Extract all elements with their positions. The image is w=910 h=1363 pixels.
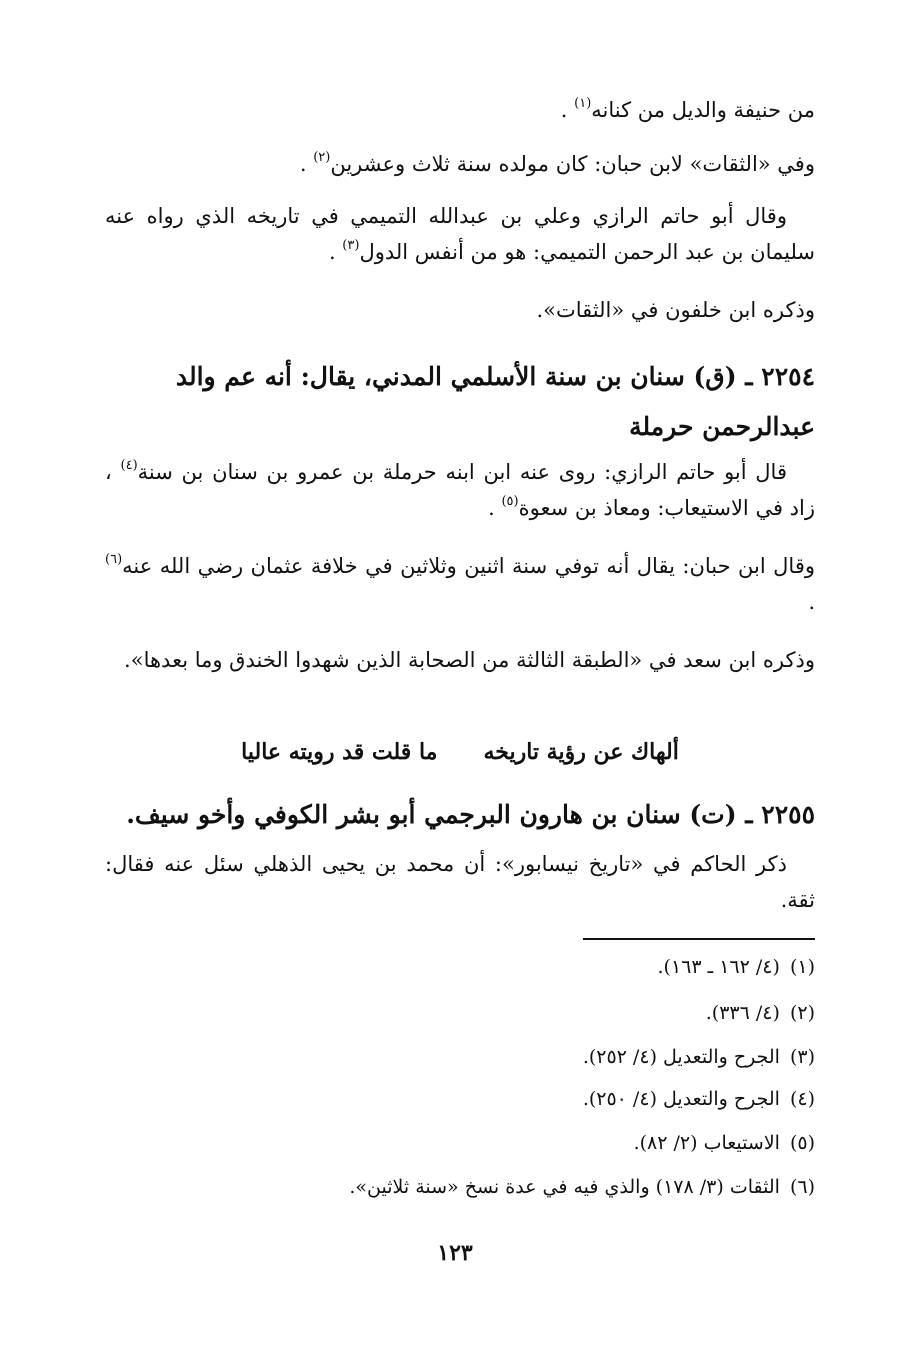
footnote-text: الجرح والتعديل (٤/ ٢٥٠). [582, 1088, 780, 1110]
footnote-4 [105, 1084, 815, 1114]
paragraph-7: وذكره ابن سعد في «الطبقة الثالثة من الصحابة الذين شهدوا الخندق وما بعدها». [124, 648, 815, 672]
footnote-ref-4[interactable]: (٤) [120, 458, 138, 473]
footnote-number: (٥) [789, 1132, 815, 1154]
paragraph-3: وقال أبو حاتم الرازي وعلي بن عبدالله التميمي في تاريخه الذي رواه عنه سليمان بن عبد الرحمن التميمي: هو من أنفس الدول$^{(٣)}$ . [105, 204, 815, 264]
footnote-6 [105, 1172, 815, 1202]
footnote-3 [105, 1042, 815, 1072]
entry-heading-2254: ٢٢٥٤ ـ (ق) سنان بن سنة الأسلمي المدني، يقال: أنه عم والد عبدالرحمن حرملة [175, 362, 815, 441]
footnote-ref-6[interactable]: (٦) [105, 552, 123, 567]
footnote-number: (٢) [789, 1002, 815, 1024]
footnote-text: (٤/ ١٦٢ ـ ١٦٣). [657, 956, 780, 978]
footnote-number: (٣) [789, 1046, 815, 1068]
footnote-text: الاستيعاب (٢/ ٨٢). [633, 1132, 780, 1154]
paragraph-8: ذكر الحاكم في «تاريخ نيسابور»: أن محمد بن يحيى الذهلي سئل عنه فقال: ثقة. [105, 852, 815, 912]
footnote-number: (١) [789, 956, 815, 978]
paragraph-1: من حنيفة والديل من كنانه$^{(١)}$ . [560, 96, 815, 122]
footnote-text: الجرح والتعديل (٤/ ٢٥٢). [582, 1046, 780, 1068]
verse-hemistich-second: ما قلت قد رويته عاليا [241, 739, 438, 765]
footnote-ref-3[interactable]: (٣) [342, 238, 360, 253]
paragraph-2: وفي «الثقات» لابن حبان: كان مولده سنة ثلاث وعشرين$^{(٢)}$ . [299, 150, 815, 176]
paragraph-6: وقال ابن حبان: يقال أنه توفي سنة اثنين وثلاثين في خلافة عثمان رضي الله عنه$^{(٦)}$ . [105, 552, 815, 614]
footnote-5 [105, 1128, 815, 1158]
poetry-verse [105, 734, 815, 770]
footnote-ref-5[interactable]: (٥) [501, 494, 519, 509]
footnote-1 [105, 952, 815, 982]
verse-hemistich-first: ألهاك عن رؤية تاريخه [483, 739, 679, 765]
entry-heading-2255: ٢٢٥٥ ـ (ت) سنان بن هارون البرجمي أبو بشر الكوفي وأخو سيف. [126, 800, 815, 829]
footnote-number: (٦) [789, 1176, 815, 1198]
footnote-text: (٤/ ٣٣٦). [705, 1002, 780, 1024]
page-number: ١٢٣ [437, 1240, 473, 1266]
footnote-ref-2[interactable]: (٢) [313, 150, 331, 165]
footnote-text: الثقات (٣/ ١٧٨) والذي فيه في عدة نسخ «سنة ثلاثين». [349, 1176, 780, 1198]
footnote-ref-1[interactable]: (١) [574, 96, 592, 111]
footnote-divider [583, 938, 815, 940]
paragraph-4: وذكره ابن خلفون في «الثقات». [536, 298, 815, 322]
footnote-2 [105, 998, 815, 1028]
paragraph-5: قال أبو حاتم الرازي: روى عنه ابن ابنه حرملة بن عمرو بن سنان بن سنة$^{(٤)}$ ، زاد في الاستيعاب: ومعاذ بن سعوة$^{(٥)}$ . [105, 458, 815, 520]
footnote-number: (٤) [789, 1088, 815, 1110]
